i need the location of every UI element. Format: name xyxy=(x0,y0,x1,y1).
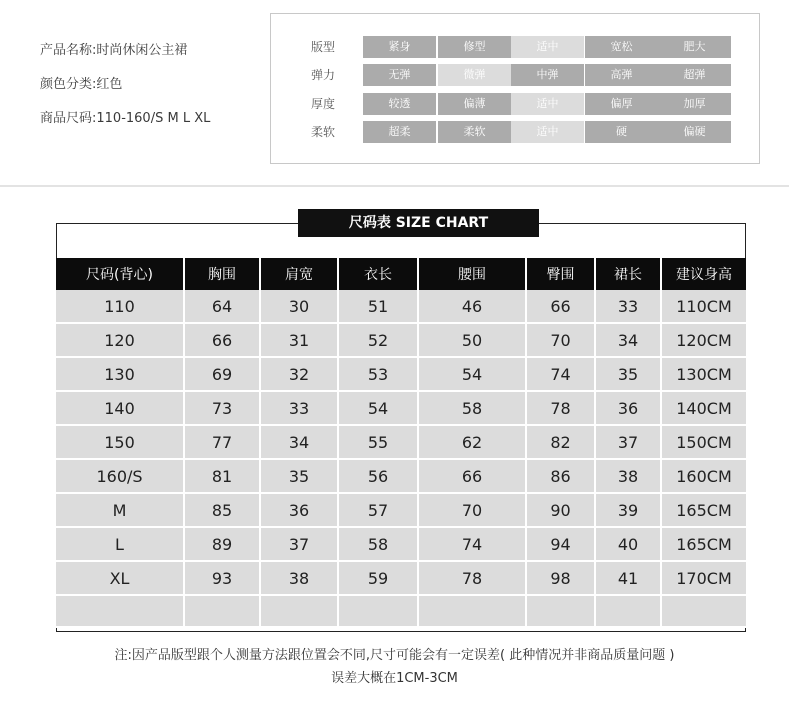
table-cell-empty xyxy=(56,596,185,628)
size-chart-header-cell: 尺码(背心) xyxy=(56,258,185,290)
table-cell: 64 xyxy=(185,290,261,324)
table-cell: 86 xyxy=(527,460,596,494)
attribute-option: 紧身 xyxy=(363,36,436,58)
attribute-option-selected: 适中 xyxy=(511,36,584,58)
attribute-option: 高弹 xyxy=(585,64,658,86)
table-row xyxy=(56,528,746,562)
table-cell: 110CM xyxy=(662,290,746,324)
size-chart-title: 尺码表 SIZE CHART xyxy=(298,209,539,237)
attribute-option: 柔软 xyxy=(438,121,511,143)
table-cell: 165CM xyxy=(662,528,746,562)
table-cell: 38 xyxy=(596,460,662,494)
table-cell: 58 xyxy=(419,392,527,426)
size-chart-header-cell: 建议身高 xyxy=(662,258,746,290)
attribute-option: 肥大 xyxy=(658,36,731,58)
table-cell: 110 xyxy=(56,290,185,324)
footnote-line-1: 注:因产品版型跟个人测量方法跟位置会不同,尺寸可能会有一定误差( 此种情况并非商品质量问题 ) xyxy=(114,648,675,663)
size-chart-header-cell: 衣长 xyxy=(339,258,419,290)
table-cell: 74 xyxy=(527,358,596,392)
attribute-option: 偏薄 xyxy=(438,93,511,115)
table-cell: 34 xyxy=(596,324,662,358)
attribute-option-selected: 微弹 xyxy=(438,64,511,86)
table-cell: 57 xyxy=(339,494,419,528)
table-cell: 56 xyxy=(339,460,419,494)
product-color-value: 红色 xyxy=(96,77,123,92)
table-cell: 82 xyxy=(527,426,596,460)
table-cell: 62 xyxy=(419,426,527,460)
attribute-option: 超弹 xyxy=(658,64,731,86)
table-cell: 39 xyxy=(596,494,662,528)
attribute-option: 中弹 xyxy=(511,64,584,86)
table-cell-empty xyxy=(261,596,339,628)
attribute-label: 厚度 xyxy=(311,97,336,111)
attribute-box xyxy=(270,13,760,164)
attribute-option: 无弹 xyxy=(363,64,436,86)
table-cell: 53 xyxy=(339,358,419,392)
table-cell: 120CM xyxy=(662,324,746,358)
table-cell: 160/S xyxy=(56,460,185,494)
table-row xyxy=(56,392,746,426)
table-cell: 41 xyxy=(596,562,662,596)
table-cell: 52 xyxy=(339,324,419,358)
table-cell: 38 xyxy=(261,562,339,596)
table-cell: 36 xyxy=(596,392,662,426)
product-size-label: 商品尺码: xyxy=(40,111,97,126)
size-chart-table xyxy=(56,258,746,628)
table-cell: 165CM xyxy=(662,494,746,528)
table-cell: 150CM xyxy=(662,426,746,460)
attribute-option-selected: 适中 xyxy=(511,121,584,143)
attribute-option: 宽松 xyxy=(585,36,658,58)
table-cell: 81 xyxy=(185,460,261,494)
table-cell: 93 xyxy=(185,562,261,596)
table-cell: 35 xyxy=(596,358,662,392)
table-row xyxy=(56,494,746,528)
table-cell: 160CM xyxy=(662,460,746,494)
size-chart-header-cell: 臀围 xyxy=(527,258,596,290)
section-divider xyxy=(0,185,789,187)
product-color-label: 颜色分类: xyxy=(40,77,97,92)
product-info xyxy=(40,40,270,142)
table-cell: 54 xyxy=(339,392,419,426)
table-cell: 150 xyxy=(56,426,185,460)
product-name-row xyxy=(40,40,270,74)
product-color-row xyxy=(40,74,270,108)
attribute-option: 偏硬 xyxy=(658,121,731,143)
table-row xyxy=(56,562,746,596)
attribute-option: 偏厚 xyxy=(585,93,658,115)
attribute-label: 柔软 xyxy=(311,125,336,139)
table-cell: M xyxy=(56,494,185,528)
table-cell: 51 xyxy=(339,290,419,324)
table-cell-empty xyxy=(419,596,527,628)
size-chart-header-cell: 腰围 xyxy=(419,258,527,290)
table-cell: 78 xyxy=(419,562,527,596)
table-cell: L xyxy=(56,528,185,562)
table-cell: 31 xyxy=(261,324,339,358)
table-cell: 78 xyxy=(527,392,596,426)
table-cell: 69 xyxy=(185,358,261,392)
table-cell: 54 xyxy=(419,358,527,392)
table-cell: 77 xyxy=(185,426,261,460)
table-cell: 66 xyxy=(185,324,261,358)
table-cell: 37 xyxy=(261,528,339,562)
table-cell: 58 xyxy=(339,528,419,562)
table-cell: 130 xyxy=(56,358,185,392)
product-size-value: 110-160/S M L XL xyxy=(96,111,211,126)
product-size-row xyxy=(40,108,270,142)
product-name-value: 时尚休闲公主裙 xyxy=(96,43,188,58)
table-cell: 94 xyxy=(527,528,596,562)
table-cell: 120 xyxy=(56,324,185,358)
product-name-label: 产品名称: xyxy=(40,43,97,58)
table-cell: 50 xyxy=(419,324,527,358)
table-cell: 33 xyxy=(261,392,339,426)
table-cell: 46 xyxy=(419,290,527,324)
table-cell: 40 xyxy=(596,528,662,562)
attribute-option: 硬 xyxy=(585,121,658,143)
table-cell: 70 xyxy=(527,324,596,358)
table-cell: 55 xyxy=(339,426,419,460)
size-chart-header-row xyxy=(56,258,746,290)
size-chart-header-cell: 肩宽 xyxy=(261,258,339,290)
attribute-option: 较透 xyxy=(363,93,436,115)
table-row xyxy=(56,358,746,392)
table-cell-empty xyxy=(596,596,662,628)
size-chart-header-cell: 裙长 xyxy=(596,258,662,290)
table-cell: 140CM xyxy=(662,392,746,426)
attribute-option: 超柔 xyxy=(363,121,436,143)
table-cell: 73 xyxy=(185,392,261,426)
table-cell: 70 xyxy=(419,494,527,528)
table-cell-empty xyxy=(662,596,746,628)
table-cell: 170CM xyxy=(662,562,746,596)
table-cell: 37 xyxy=(596,426,662,460)
footnote-line-2: 误差大概在1CM-3CM xyxy=(331,671,458,686)
table-cell: 30 xyxy=(261,290,339,324)
table-cell: 66 xyxy=(419,460,527,494)
table-row xyxy=(56,290,746,324)
attribute-option: 修型 xyxy=(438,36,511,58)
table-cell: 66 xyxy=(527,290,596,324)
size-chart-header-cell: 胸围 xyxy=(185,258,261,290)
table-row xyxy=(56,460,746,494)
table-cell-empty xyxy=(185,596,261,628)
attribute-option: 加厚 xyxy=(658,93,731,115)
table-cell: 74 xyxy=(419,528,527,562)
table-cell: 90 xyxy=(527,494,596,528)
table-cell: 98 xyxy=(527,562,596,596)
attribute-label: 弹力 xyxy=(311,68,336,82)
table-cell: 130CM xyxy=(662,358,746,392)
table-row-empty xyxy=(56,596,746,628)
table-cell: 140 xyxy=(56,392,185,426)
table-cell: 35 xyxy=(261,460,339,494)
table-cell: 32 xyxy=(261,358,339,392)
table-cell: 89 xyxy=(185,528,261,562)
table-cell: 33 xyxy=(596,290,662,324)
table-row xyxy=(56,426,746,460)
table-cell: 36 xyxy=(261,494,339,528)
attribute-label: 版型 xyxy=(311,40,336,54)
table-cell: XL xyxy=(56,562,185,596)
table-row xyxy=(56,324,746,358)
table-cell: 85 xyxy=(185,494,261,528)
table-cell: 59 xyxy=(339,562,419,596)
table-cell-empty xyxy=(339,596,419,628)
table-cell: 34 xyxy=(261,426,339,460)
table-cell-empty xyxy=(527,596,596,628)
attribute-option-selected: 适中 xyxy=(511,93,584,115)
